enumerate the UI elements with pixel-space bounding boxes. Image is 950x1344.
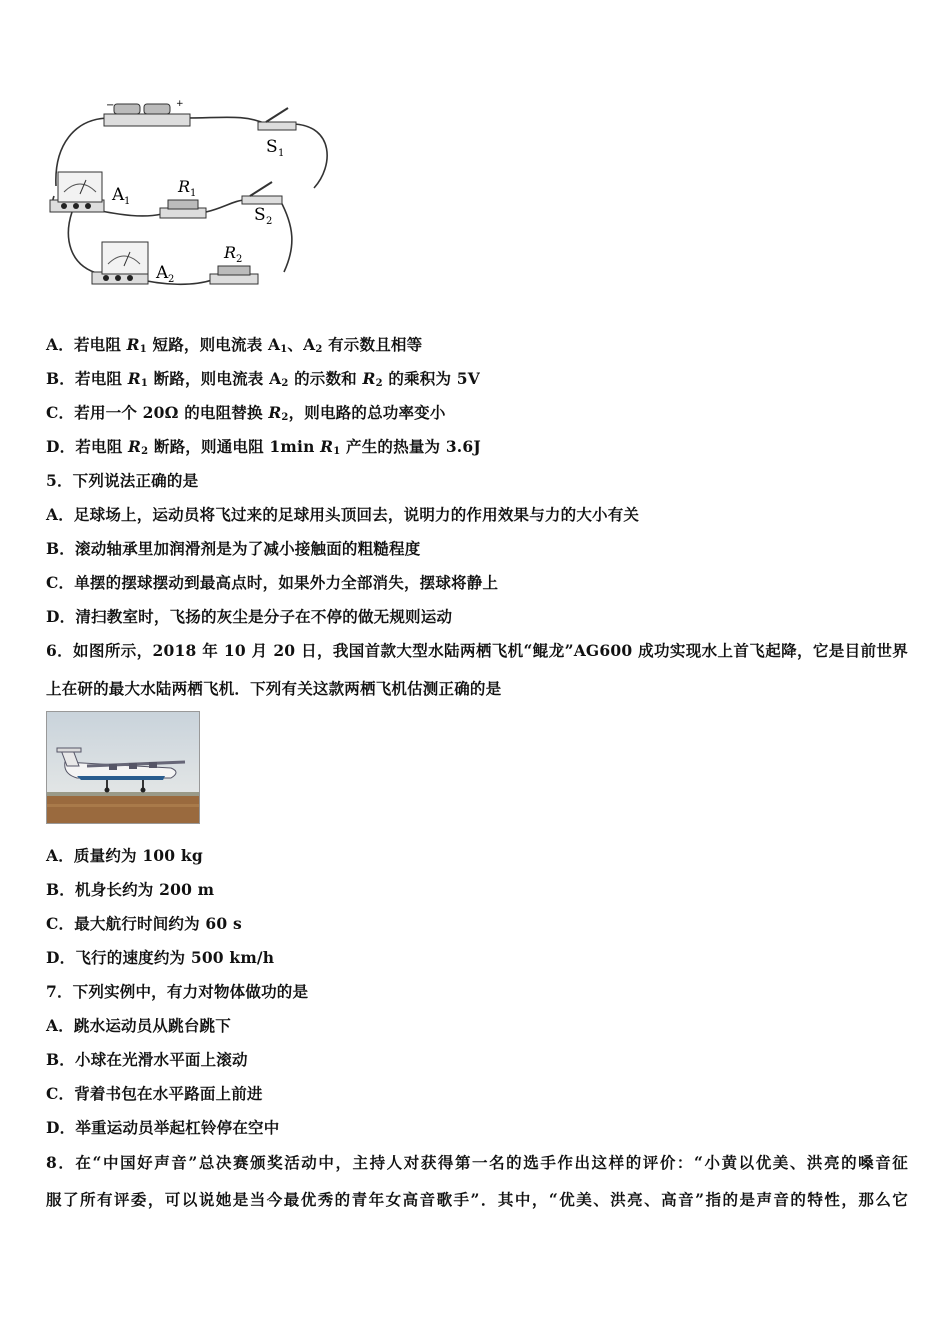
ammeter-a2-sub: 2 <box>168 274 175 285</box>
q4-option-a <box>46 334 422 361</box>
resistor-r2-sub: 2 <box>236 254 243 265</box>
q5-option-c: C．单摆的摆球摆动到最高点时，如果外力全部消失，摆球将静上 <box>46 573 499 592</box>
q4-option-c <box>46 402 446 429</box>
variable-r: R <box>128 437 142 456</box>
option-text: 若电阻 <box>75 369 128 388</box>
q6-option-d: D．飞行的速度约为 500 km/h <box>46 948 275 967</box>
subscript: 2 <box>315 344 323 355</box>
subscript: 2 <box>141 446 149 457</box>
q6-option-b: B．机身长约为 200 m <box>46 880 215 899</box>
option-letter: A． <box>46 335 74 354</box>
ammeter-a2-label: A <box>156 263 169 283</box>
variable-r: R <box>126 335 140 354</box>
option-text: 短路，则电流表 A <box>146 335 281 354</box>
battery-minus-label: − <box>106 100 115 111</box>
circuit-diagram <box>44 96 344 308</box>
variable-r: R <box>362 369 376 388</box>
q5-option-b: B．滚动轴承里加润滑剂是为了减小接触面的粗糙程度 <box>46 539 421 558</box>
resistor-r1-sub: 1 <box>190 188 197 199</box>
resistor-r1 <box>160 177 206 218</box>
subscript: 1 <box>333 446 341 457</box>
q4-option-b <box>46 368 480 395</box>
battery-plus-label: + <box>176 99 184 109</box>
subscript: 2 <box>281 378 289 389</box>
option-text: 断路，则通电阻 1min <box>148 437 321 456</box>
q8-stem-line1: 8．在“中国好声音”总决赛颁奖活动中，主持人对获得第一名的选手作出这样的评价：“小黄以优美、洪亮的嗓音征 <box>46 1153 908 1172</box>
option-letter: B． <box>46 369 76 388</box>
option-text: 的示数和 <box>288 369 363 388</box>
switch-s1-label: S <box>266 137 278 157</box>
option-letter: C． <box>46 403 75 422</box>
option-text: 产生的热量为 3.6J <box>340 437 481 456</box>
option-text: 若电阻 <box>75 437 129 456</box>
switch-s1-sub: 1 <box>278 148 285 159</box>
option-text: 、A <box>287 335 316 354</box>
q6-stem-line1: 6．如图所示，2018 年 10 月 20 日，我国首款大型水陆两栖飞机“鲲龙”AG600 成功实现水上首飞起降，它是目前世界 <box>46 641 908 660</box>
option-text: 的乘积为 5V <box>382 369 480 388</box>
subscript: 1 <box>139 344 147 355</box>
resistor-r1-label: R <box>178 177 191 196</box>
option-text: 若电阻 <box>73 335 127 354</box>
q6-option-c: C．最大航行时间约为 60 s <box>46 914 242 933</box>
subscript: 2 <box>375 378 383 389</box>
switch-s2-label: S <box>254 205 266 225</box>
switch-s2-sub: 2 <box>266 216 273 227</box>
option-text: 断路，则电流表 A <box>147 369 282 388</box>
resistor-r2 <box>210 243 258 284</box>
q7-option-c: C．背着书包在水平路面上前进 <box>46 1084 263 1103</box>
resistor-r2-label: R <box>224 243 237 262</box>
variable-r: R <box>320 437 334 456</box>
ammeter-a1 <box>50 172 130 212</box>
q7-option-b: B．小球在光滑水平面上滚动 <box>46 1050 248 1069</box>
option-text: 有示数且相等 <box>322 335 423 354</box>
q5-stem: 5．下列说法正确的是 <box>46 471 199 490</box>
subscript: 1 <box>280 344 288 355</box>
ammeter-a1-sub: 1 <box>124 196 131 207</box>
subscript: 1 <box>140 378 148 389</box>
q7-option-d: D．举重运动员举起杠铃停在空中 <box>46 1118 280 1137</box>
q6-stem-line2: 上在研的最大水陆两栖飞机．下列有关这款两栖飞机估测正确的是 <box>46 679 502 698</box>
q7-stem: 7．下列实例中，有力对物体做功的是 <box>46 982 309 1001</box>
q5-option-d: D．清扫教室时，飞扬的灰尘是分子在不停的做无规则运动 <box>46 607 453 626</box>
seaplane-photo <box>46 711 200 824</box>
battery <box>104 99 190 126</box>
q4-option-d <box>46 436 481 463</box>
option-text: 若用一个 20Ω 的电阻替换 <box>74 403 269 422</box>
subscript: 2 <box>281 412 289 423</box>
variable-r: R <box>127 369 141 388</box>
switch-s1 <box>258 108 296 159</box>
q8-stem-line2: 服了所有评委，可以说她是当今最优秀的青年女高音歌手”．其中，“优美、洪亮、高音”指的是声音的特性，那么它 <box>46 1190 908 1209</box>
q5-option-a: A．足球场上，运动员将飞过来的足球用头顶回去，说明力的作用效果与力的大小有关 <box>46 505 640 524</box>
option-letter: D． <box>46 437 76 456</box>
variable-r: R <box>268 403 282 422</box>
ammeter-a2 <box>92 242 174 285</box>
option-text: ，则电路的总功率变小 <box>288 403 446 422</box>
q6-option-a: A．质量约为 100 kg <box>46 846 203 865</box>
q7-option-a: A．跳水运动员从跳台跳下 <box>46 1016 231 1035</box>
switch-s2 <box>242 182 282 227</box>
ammeter-a1-label: A <box>112 185 125 205</box>
